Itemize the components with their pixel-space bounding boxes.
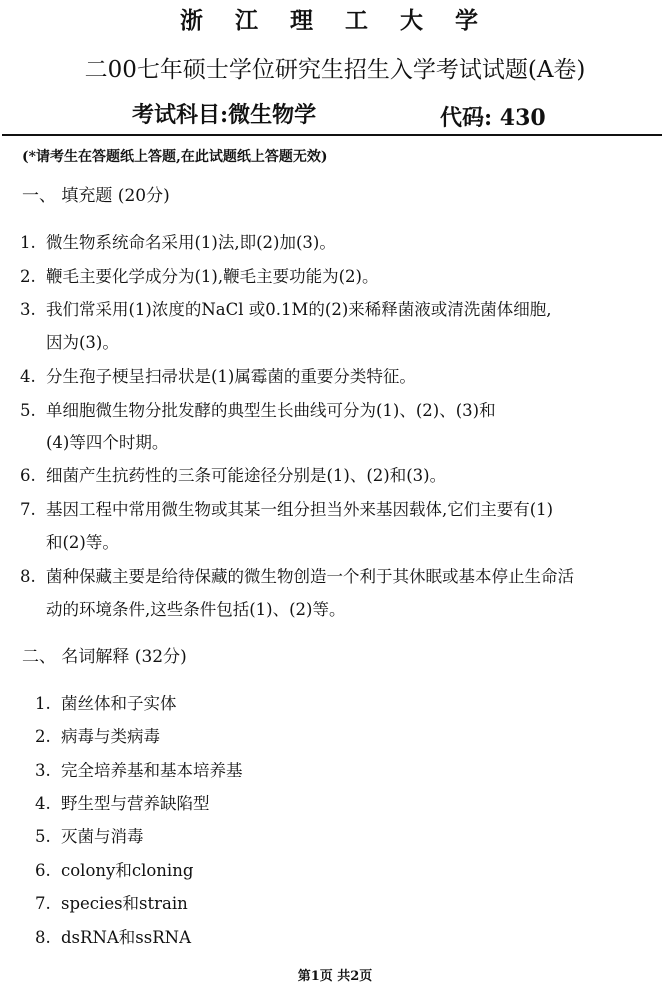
term-item-7 bbox=[35, 894, 188, 914]
term-text: colony和cloning bbox=[61, 861, 194, 880]
item-number: 4. bbox=[20, 367, 36, 386]
fill-item-5-continued: (4)等四个时期。 bbox=[46, 433, 169, 452]
fill-item-7-continued: 和(2)等。 bbox=[46, 533, 119, 552]
term-item-6 bbox=[35, 861, 193, 881]
term-text: species和strain bbox=[61, 894, 188, 913]
term-number: 1. bbox=[35, 694, 51, 713]
fill-item-8-continued: 动的环境条件,这些条件包括(1)、(2)等。 bbox=[46, 600, 346, 619]
header-divider bbox=[2, 134, 662, 136]
item-text: 分生孢子梗呈扫帚状是(1)属霉菌的重要分类特征。 bbox=[46, 367, 416, 386]
term-item-1 bbox=[35, 694, 177, 714]
item-text: 单细胞微生物分批发酵的典型生长曲线可分为(1)、(2)、(3)和 bbox=[46, 401, 496, 420]
exam-code: 代码: 430 bbox=[440, 105, 546, 131]
exam-title: 二00七年硕士学位研究生招生入学考试试题(A卷) bbox=[84, 57, 586, 83]
item-text: 细菌产生抗药性的三条可能途径分别是(1)、(2)和(3)。 bbox=[46, 466, 447, 485]
term-text: 野生型与营养缺陷型 bbox=[61, 794, 210, 813]
item-number: 2. bbox=[20, 267, 36, 286]
item-number: 6. bbox=[20, 466, 36, 485]
item-text: 基因工程中常用微生物或其某一组分担当外来基因载体,它们主要有(1) bbox=[46, 500, 554, 519]
term-text: 完全培养基和基本培养基 bbox=[61, 761, 243, 780]
fill-item-4 bbox=[20, 367, 416, 387]
item-number: 1. bbox=[20, 233, 36, 252]
item-number: 7. bbox=[20, 500, 36, 519]
fill-item-2 bbox=[20, 267, 379, 287]
fill-item-5 bbox=[20, 401, 496, 421]
answer-instruction: (*请考生在答题纸上答题,在此试题纸上答题无效) bbox=[22, 149, 328, 165]
term-number: 3. bbox=[35, 761, 51, 780]
item-text: 菌种保藏主要是给待保藏的微生物创造一个利于其休眠或基本停止生命活 bbox=[46, 567, 574, 586]
fill-item-3-continued: 因为(3)。 bbox=[46, 333, 119, 352]
term-number: 8. bbox=[35, 928, 51, 947]
section-2-title: 二、 名词解释 (32分) bbox=[22, 647, 187, 667]
fill-item-6 bbox=[20, 466, 446, 486]
university-name: 浙 江 理 工 大 学 bbox=[179, 7, 491, 34]
section-1-title: 一、 填充题 (20分) bbox=[22, 186, 170, 206]
term-item-5 bbox=[35, 827, 144, 847]
item-number: 5. bbox=[20, 401, 36, 420]
term-item-3 bbox=[35, 761, 243, 781]
fill-item-1 bbox=[20, 233, 336, 253]
term-item-8 bbox=[35, 928, 191, 948]
item-number: 8. bbox=[20, 567, 36, 586]
term-text: dsRNA和ssRNA bbox=[61, 928, 192, 947]
term-text: 病毒与类病毒 bbox=[61, 727, 160, 746]
page-footer: 第1页 共2页 bbox=[297, 969, 373, 984]
term-number: 5. bbox=[35, 827, 51, 846]
term-number: 4. bbox=[35, 794, 51, 813]
term-item-2 bbox=[35, 727, 160, 747]
fill-item-8 bbox=[20, 567, 574, 587]
fill-item-3 bbox=[20, 300, 552, 320]
term-item-4 bbox=[35, 794, 210, 814]
item-text: 我们常采用(1)浓度的NaCl 或0.1M的(2)来稀释菌液或清洗菌体细胞, bbox=[46, 300, 552, 319]
term-text: 灭菌与消毒 bbox=[61, 827, 144, 846]
item-text: 鞭毛主要化学成分为(1),鞭毛主要功能为(2)。 bbox=[46, 267, 379, 286]
exam-subject: 考试科目:微生物学 bbox=[132, 102, 317, 128]
term-text: 菌丝体和子实体 bbox=[61, 694, 177, 713]
term-number: 6. bbox=[35, 861, 51, 880]
fill-item-7 bbox=[20, 500, 553, 520]
item-text: 微生物系统命名采用(1)法,即(2)加(3)。 bbox=[46, 233, 336, 252]
term-number: 2. bbox=[35, 727, 51, 746]
item-number: 3. bbox=[20, 300, 36, 319]
term-number: 7. bbox=[35, 894, 51, 913]
